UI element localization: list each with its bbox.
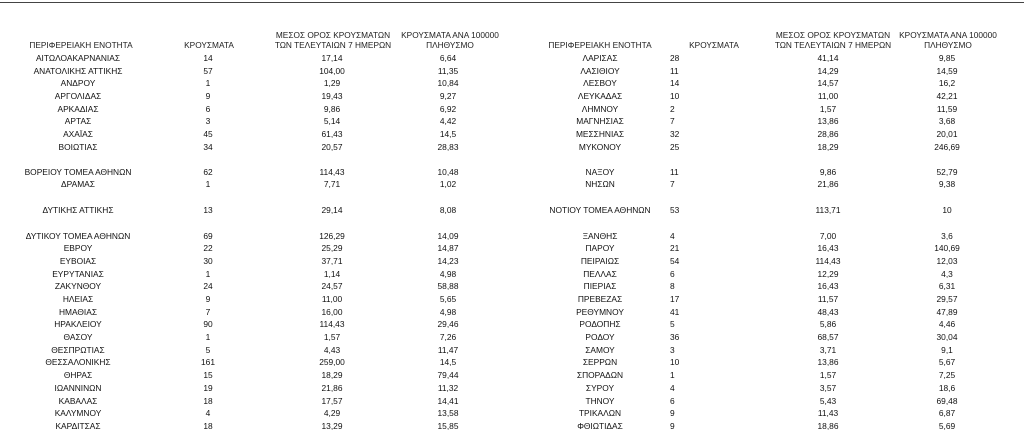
cell-cases: 13 bbox=[203, 204, 213, 215]
cell-cases: 34 bbox=[203, 141, 213, 152]
cell-avg7: 11,00 bbox=[817, 91, 839, 102]
table-row bbox=[0, 395, 512, 408]
cell-avg7: 9,86 bbox=[819, 166, 837, 177]
cell-cases: 6 bbox=[205, 103, 211, 114]
cell-per100k: 4,98 bbox=[439, 306, 457, 317]
cell-cases: 53 bbox=[670, 204, 680, 215]
table-row bbox=[512, 242, 1024, 255]
header-per100k bbox=[896, 30, 1000, 50]
header-avg7 bbox=[272, 30, 394, 50]
table-row bbox=[512, 103, 1024, 116]
cell-avg7: 9,86 bbox=[323, 103, 341, 114]
cell-region: ΠΙΕΡΙΑΣ bbox=[583, 281, 617, 292]
cell-region: ΗΜΑΘΙΑΣ bbox=[58, 306, 98, 317]
table-row bbox=[0, 204, 512, 217]
header-region: ΠΕΡΙΦΕΡΕΙΑΚΗ ΕΝΟΤΗΤΑ bbox=[29, 40, 133, 50]
cell-region: ΗΡΑΚΛΕΙΟΥ bbox=[54, 319, 102, 330]
cell-per100k: 4,98 bbox=[439, 268, 457, 279]
cell-avg7: 24,57 bbox=[321, 281, 343, 292]
cell-avg7: 25,29 bbox=[321, 243, 343, 254]
cell-cases: 15 bbox=[203, 370, 213, 381]
header-avg7-line2: ΤΩΝ ΤΕΛΕΥΤΑΙΩΝ 7 ΗΜΕΡΩΝ bbox=[274, 40, 392, 50]
cell-region: ΠΑΡΟΥ bbox=[585, 243, 615, 254]
cell-cases: 14 bbox=[203, 53, 213, 63]
cell-per100k: 6,87 bbox=[938, 408, 956, 419]
cell-per100k: 5,67 bbox=[938, 357, 956, 368]
cell-cases: 8 bbox=[670, 281, 675, 292]
cell-avg7: 18,29 bbox=[817, 141, 839, 152]
cell-avg7: 21,86 bbox=[321, 382, 343, 393]
cell-region: ΑΝΑΤΟΛΙΚΗΣ ΑΤΤΙΚΗΣ bbox=[33, 65, 123, 76]
cell-region: ΔΥΤΙΚΗΣ ΑΤΤΙΚΗΣ bbox=[42, 204, 114, 215]
cell-per100k: 140,69 bbox=[934, 243, 960, 254]
table-row bbox=[0, 178, 512, 191]
cell-avg7: 18,29 bbox=[321, 370, 343, 381]
cases-table-left bbox=[0, 22, 512, 433]
cell-avg7: 16,00 bbox=[321, 306, 343, 317]
cell-cases: 90 bbox=[203, 319, 213, 330]
table-row bbox=[0, 166, 512, 179]
cell-region: ΑΝΔΡΟΥ bbox=[60, 78, 96, 89]
header-per100k-line2: ΠΛΗΘΥΣΜΟ bbox=[924, 40, 972, 50]
table-row bbox=[512, 407, 1024, 420]
cell-per100k: 3,68 bbox=[938, 116, 956, 127]
cell-per100k: 29,46 bbox=[437, 319, 459, 330]
cell-per100k: 6,31 bbox=[938, 281, 956, 292]
cell-cases: 45 bbox=[203, 129, 213, 140]
cell-region: ΗΛΕΙΑΣ bbox=[62, 294, 94, 304]
cell-per100k: 14,5 bbox=[439, 129, 457, 140]
cell-avg7: 1,29 bbox=[323, 78, 341, 89]
cell-region: ΑΡΓΟΛΙΔΑΣ bbox=[54, 91, 102, 102]
cell-cases: 4 bbox=[670, 230, 675, 241]
cell-per100k: 14,41 bbox=[437, 395, 459, 406]
cell-per100k: 18,6 bbox=[938, 382, 956, 393]
cell-region: ΠΕΛΛΑΣ bbox=[583, 268, 617, 279]
table-row bbox=[0, 242, 512, 255]
cell-cases: 7 bbox=[205, 306, 211, 317]
table-row bbox=[512, 128, 1024, 141]
table-row bbox=[0, 268, 512, 281]
cell-per100k: 42,21 bbox=[936, 91, 958, 102]
cell-per100k: 4,46 bbox=[938, 319, 956, 330]
cell-cases: 54 bbox=[670, 255, 680, 266]
cell-cases: 28 bbox=[670, 53, 680, 63]
header-avg7-line1: ΜΕΣΟΣ ΟΡΟΣ ΚΡΟΥΣΜΑΤΩΝ bbox=[275, 30, 391, 40]
cell-region: ΠΕΙΡΑΙΩΣ bbox=[580, 255, 620, 266]
header-cases: ΚΡΟΥΣΜΑΤΑ bbox=[689, 40, 739, 50]
cell-cases: 14 bbox=[670, 78, 680, 89]
cell-avg7: 114,43 bbox=[319, 166, 345, 177]
table-row bbox=[512, 230, 1024, 243]
cell-avg7: 13,86 bbox=[817, 357, 839, 368]
cell-per100k: 11,32 bbox=[437, 382, 459, 393]
table-row bbox=[0, 356, 512, 369]
cell-cases: 19 bbox=[203, 382, 213, 393]
cell-avg7: 41,14 bbox=[817, 53, 839, 63]
header-avg7 bbox=[772, 30, 894, 50]
cell-region: ΕΒΡΟΥ bbox=[63, 243, 93, 254]
header-avg7-line2: ΤΩΝ ΤΕΛΕΥΤΑΙΩΝ 7 ΗΜΕΡΩΝ bbox=[774, 40, 892, 50]
cell-cases: 3 bbox=[670, 344, 675, 355]
cell-avg7: 13,86 bbox=[817, 116, 839, 127]
table-row bbox=[512, 90, 1024, 103]
cell-avg7: 37,71 bbox=[321, 255, 343, 266]
cell-avg7: 126,29 bbox=[319, 230, 345, 241]
table-row bbox=[0, 293, 512, 306]
row-spacer bbox=[0, 217, 512, 230]
cell-per100k: 9,27 bbox=[439, 91, 457, 102]
cell-region: ΝΟΤΙΟΥ ΤΟΜΕΑ ΑΘΗΝΩΝ bbox=[549, 204, 651, 215]
table-row bbox=[0, 369, 512, 382]
cell-region: ΚΑΡΔΙΤΣΑΣ bbox=[55, 420, 101, 431]
cell-cases: 1 bbox=[205, 332, 211, 343]
header-region: ΠΕΡΙΦΕΡΕΙΑΚΗ ΕΝΟΤΗΤΑ bbox=[548, 40, 652, 50]
cell-avg7: 68,57 bbox=[817, 332, 839, 343]
cell-avg7: 16,43 bbox=[817, 281, 839, 292]
cell-per100k: 8,08 bbox=[439, 204, 457, 215]
cell-per100k: 10,48 bbox=[437, 166, 459, 177]
cell-region: ΕΥΡΥΤΑΝΙΑΣ bbox=[52, 268, 104, 279]
cell-avg7: 11,43 bbox=[817, 408, 839, 419]
table-row bbox=[512, 141, 1024, 154]
cell-region: ΣΕΡΡΩΝ bbox=[582, 357, 618, 368]
cell-avg7: 5,14 bbox=[323, 116, 341, 127]
cell-avg7: 18,86 bbox=[817, 420, 839, 431]
cell-cases: 18 bbox=[203, 420, 213, 431]
table-row bbox=[512, 65, 1024, 78]
cell-avg7: 14,29 bbox=[817, 65, 839, 76]
table-row bbox=[0, 280, 512, 293]
table-row bbox=[0, 230, 512, 243]
cell-cases: 9 bbox=[205, 294, 211, 304]
cell-per100k: 28,83 bbox=[437, 141, 459, 152]
cell-avg7: 3,57 bbox=[819, 382, 837, 393]
header-avg7-line1: ΜΕΣΟΣ ΟΡΟΣ ΚΡΟΥΣΜΑΤΩΝ bbox=[775, 30, 891, 40]
cell-per100k: 9,38 bbox=[938, 179, 956, 190]
cell-region: ΛΕΣΒΟΥ bbox=[583, 78, 617, 89]
cell-cases: 7 bbox=[670, 179, 675, 190]
cell-per100k: 14,5 bbox=[439, 357, 457, 368]
cell-per100k: 69,48 bbox=[936, 395, 958, 406]
cell-region: ΜΑΓΝΗΣΙΑΣ bbox=[576, 116, 624, 127]
cell-avg7: 5,43 bbox=[819, 395, 837, 406]
row-spacer bbox=[0, 154, 512, 166]
table-row bbox=[512, 166, 1024, 179]
cell-per100k: 12,03 bbox=[936, 255, 958, 266]
cell-avg7: 11,00 bbox=[321, 294, 343, 304]
table-row bbox=[512, 77, 1024, 90]
cell-cases: 9 bbox=[670, 408, 675, 419]
cell-region: ΔΥΤΙΚΟΥ ΤΟΜΕΑ ΑΘΗΝΩΝ bbox=[25, 230, 131, 241]
cell-cases: 11 bbox=[670, 65, 679, 76]
table-row bbox=[512, 369, 1024, 382]
table-row bbox=[512, 356, 1024, 369]
cell-avg7: 20,57 bbox=[321, 141, 343, 152]
table-row bbox=[512, 268, 1024, 281]
cell-avg7: 1,57 bbox=[819, 103, 837, 114]
cell-per100k: 11,35 bbox=[437, 65, 459, 76]
cell-cases: 7 bbox=[670, 116, 675, 127]
cell-cases: 25 bbox=[670, 141, 680, 152]
cell-avg7: 259,00 bbox=[319, 357, 345, 368]
cell-cases: 32 bbox=[670, 129, 680, 140]
table-row bbox=[512, 204, 1024, 217]
cell-cases: 5 bbox=[670, 319, 675, 330]
table-row bbox=[0, 103, 512, 116]
row-spacer bbox=[512, 217, 1024, 230]
cell-per100k: 79,44 bbox=[437, 370, 459, 381]
cell-per100k: 6,64 bbox=[439, 53, 457, 63]
table-row bbox=[512, 178, 1024, 191]
cell-cases: 6 bbox=[670, 268, 675, 279]
table-row bbox=[0, 318, 512, 331]
cell-region: ΠΡΕΒΕΖΑΣ bbox=[577, 294, 623, 304]
table-row bbox=[0, 306, 512, 319]
cell-region: ΛΗΜΝΟΥ bbox=[581, 103, 619, 114]
cell-region: ΘΗΡΑΣ bbox=[63, 370, 93, 381]
table-row bbox=[0, 255, 512, 268]
cell-avg7: 11,57 bbox=[817, 294, 839, 304]
row-spacer bbox=[512, 154, 1024, 166]
cell-per100k: 58,88 bbox=[437, 281, 459, 292]
cell-cases: 4 bbox=[205, 408, 211, 419]
cell-per100k: 52,79 bbox=[936, 166, 958, 177]
cell-region: ΑΡΚΑΔΙΑΣ bbox=[57, 103, 99, 114]
table-header bbox=[512, 22, 1024, 52]
cell-per100k: 14,23 bbox=[437, 255, 459, 266]
row-spacer bbox=[512, 191, 1024, 204]
cell-cases: 1 bbox=[205, 78, 211, 89]
table-row bbox=[0, 382, 512, 395]
cell-region: ΜΕΣΣΗΝΙΑΣ bbox=[575, 129, 625, 140]
cell-region: ΘΕΣΠΡΩΤΙΑΣ bbox=[51, 344, 105, 355]
cell-region: ΒΟΡΕΙΟΥ ΤΟΜΕΑ ΑΘΗΝΩΝ bbox=[24, 166, 132, 177]
cell-per100k: 3,6 bbox=[941, 230, 953, 241]
cell-cases: 10 bbox=[670, 91, 680, 102]
table-row bbox=[512, 344, 1024, 357]
row-spacer bbox=[0, 191, 512, 204]
cell-cases: 24 bbox=[203, 281, 213, 292]
cell-region: ΛΕΥΚΑΔΑΣ bbox=[577, 91, 623, 102]
cell-region: ΚΑΒΑΛΑΣ bbox=[58, 395, 98, 406]
table-row bbox=[0, 90, 512, 103]
table-row bbox=[512, 255, 1024, 268]
cell-cases: 30 bbox=[203, 255, 213, 266]
table-row bbox=[0, 331, 512, 344]
cell-per100k: 10,84 bbox=[437, 78, 459, 89]
cell-cases: 18 bbox=[203, 395, 213, 406]
cell-avg7: 19,43 bbox=[321, 91, 343, 102]
cell-avg7: 7,00 bbox=[819, 230, 837, 241]
cell-avg7: 48,43 bbox=[817, 306, 839, 317]
cell-cases: 3 bbox=[205, 116, 211, 127]
cell-per100k: 4,3 bbox=[941, 268, 953, 279]
cell-cases: 22 bbox=[203, 243, 213, 254]
cell-avg7: 17,14 bbox=[321, 53, 343, 63]
cell-avg7: 4,29 bbox=[323, 408, 341, 419]
cell-per100k: 6,92 bbox=[439, 103, 457, 114]
cell-avg7: 113,71 bbox=[815, 204, 841, 215]
cell-cases: 5 bbox=[205, 344, 211, 355]
cell-per100k: 5,65 bbox=[439, 294, 457, 304]
cell-per100k: 20,01 bbox=[936, 129, 958, 140]
cell-per100k: 14,87 bbox=[437, 243, 459, 254]
table-row bbox=[512, 293, 1024, 306]
header-per100k bbox=[398, 30, 502, 50]
table-row bbox=[0, 407, 512, 420]
table-row bbox=[0, 115, 512, 128]
cell-avg7: 61,43 bbox=[321, 129, 343, 140]
cell-per100k: 7,25 bbox=[938, 370, 956, 381]
cell-avg7: 12,29 bbox=[817, 268, 839, 279]
cell-cases: 57 bbox=[203, 65, 213, 76]
cell-avg7: 28,86 bbox=[817, 129, 839, 140]
cell-per100k: 47,89 bbox=[936, 306, 958, 317]
cell-per100k: 11,47 bbox=[437, 344, 459, 355]
cell-cases: 17 bbox=[670, 294, 680, 304]
cell-per100k: 5,69 bbox=[938, 420, 956, 431]
top-rule bbox=[0, 2, 1024, 3]
cell-cases: 21 bbox=[670, 243, 680, 254]
cell-cases: 9 bbox=[670, 420, 675, 431]
cell-per100k: 15,85 bbox=[437, 420, 459, 431]
cell-region: ΔΡΑΜΑΣ bbox=[61, 179, 95, 190]
cell-avg7: 104,00 bbox=[319, 65, 345, 76]
cell-region: ΑΙΤΩΛΟΑΚΑΡΝΑΝΙΑΣ bbox=[35, 53, 121, 63]
cell-per100k: 11,59 bbox=[936, 103, 958, 114]
cell-per100k: 7,26 bbox=[439, 332, 457, 343]
cell-cases: 9 bbox=[205, 91, 211, 102]
cell-region: ΝΑΞΟΥ bbox=[585, 166, 615, 177]
cell-cases: 41 bbox=[670, 306, 680, 317]
cell-avg7: 21,86 bbox=[817, 179, 839, 190]
cell-avg7: 7,71 bbox=[323, 179, 341, 190]
cell-per100k: 29,57 bbox=[936, 294, 958, 304]
cell-region: ΑΧΑΪΑΣ bbox=[63, 129, 93, 140]
cell-per100k: 246,69 bbox=[934, 141, 960, 152]
cell-avg7: 114,43 bbox=[319, 319, 345, 330]
cell-cases: 1 bbox=[670, 370, 675, 381]
table-row bbox=[512, 52, 1024, 65]
cell-cases: 1 bbox=[205, 179, 211, 190]
cell-cases: 4 bbox=[670, 382, 675, 393]
cell-cases: 69 bbox=[203, 230, 213, 241]
cell-avg7: 13,29 bbox=[321, 420, 343, 431]
header-per100k-line2: ΠΛΗΘΥΣΜΟ bbox=[426, 40, 474, 50]
cell-per100k: 9,1 bbox=[941, 344, 953, 355]
cell-avg7: 17,57 bbox=[321, 395, 343, 406]
cell-region: ΖΑΚΥΝΘΟΥ bbox=[54, 281, 102, 292]
cell-per100k: 10 bbox=[942, 204, 952, 215]
cell-region: ΛΑΡΙΣΑΣ bbox=[582, 53, 618, 63]
cell-region: ΛΑΣΙΘΙΟΥ bbox=[580, 65, 620, 76]
cell-region: ΚΑΛΥΜΝΟΥ bbox=[54, 408, 102, 419]
cell-region: ΞΑΝΘΗΣ bbox=[582, 230, 618, 241]
cell-region: ΣΑΜΟΥ bbox=[585, 344, 615, 355]
cell-per100k: 30,04 bbox=[936, 332, 958, 343]
cell-cases: 1 bbox=[205, 268, 211, 279]
cell-region: ΣΥΡΟΥ bbox=[585, 382, 615, 393]
cell-region: ΒΟΙΩΤΙΑΣ bbox=[58, 141, 98, 152]
cell-region: ΕΥΒΟΙΑΣ bbox=[59, 255, 97, 266]
cell-region: ΤΗΝΟΥ bbox=[585, 395, 615, 406]
header-per100k-line1: ΚΡΟΥΣΜΑΤΑ ΑΝΑ 100000 bbox=[899, 30, 997, 40]
table-row bbox=[512, 306, 1024, 319]
cell-region: ΑΡΤΑΣ bbox=[64, 116, 92, 127]
cell-per100k: 1,02 bbox=[439, 179, 457, 190]
table-row bbox=[512, 318, 1024, 331]
table-row bbox=[512, 420, 1024, 433]
cell-avg7: 16,43 bbox=[817, 243, 839, 254]
table-row bbox=[512, 280, 1024, 293]
cell-avg7: 29,14 bbox=[321, 204, 343, 215]
cell-cases: 11 bbox=[670, 166, 679, 177]
cell-avg7: 3,71 bbox=[819, 344, 837, 355]
cell-avg7: 1,14 bbox=[323, 268, 341, 279]
cell-cases: 6 bbox=[670, 395, 675, 406]
cell-per100k: 4,42 bbox=[439, 116, 457, 127]
table-row bbox=[0, 77, 512, 90]
table-row bbox=[0, 141, 512, 154]
cell-region: ΦΘΙΩΤΙΔΑΣ bbox=[577, 420, 623, 431]
cell-avg7: 1,57 bbox=[323, 332, 341, 343]
cell-per100k: 9,85 bbox=[938, 53, 956, 63]
cell-avg7: 4,43 bbox=[323, 344, 341, 355]
cell-cases: 62 bbox=[203, 166, 213, 177]
cell-per100k: 14,09 bbox=[437, 230, 459, 241]
cell-per100k: 13,58 bbox=[437, 408, 459, 419]
table-row bbox=[0, 65, 512, 78]
cell-region: ΙΩΑΝΝΙΝΩΝ bbox=[54, 382, 102, 393]
cell-cases: 2 bbox=[670, 103, 675, 114]
cell-region: ΣΠΟΡΑΔΩΝ bbox=[576, 370, 624, 381]
cell-region: ΘΑΣΟΥ bbox=[63, 332, 93, 343]
table-row bbox=[512, 115, 1024, 128]
cell-avg7: 14,57 bbox=[817, 78, 839, 89]
cell-region: ΜΥΚΟΝΟΥ bbox=[578, 141, 622, 152]
table-row bbox=[512, 331, 1024, 344]
table-row bbox=[512, 395, 1024, 408]
cell-region: ΡΟΔΟΥ bbox=[585, 332, 615, 343]
header-cases: ΚΡΟΥΣΜΑΤΑ bbox=[184, 40, 234, 50]
cell-region: ΤΡΙΚΑΛΩΝ bbox=[578, 408, 622, 419]
cell-region: ΝΗΣΩΝ bbox=[585, 179, 615, 190]
cell-avg7: 1,57 bbox=[819, 370, 837, 381]
cases-table-right bbox=[512, 22, 1024, 433]
cell-per100k: 16,2 bbox=[938, 78, 956, 89]
table-row bbox=[512, 382, 1024, 395]
cell-region: ΡΕΘΥΜΝΟΥ bbox=[576, 306, 624, 317]
cell-cases: 36 bbox=[670, 332, 680, 343]
cell-region: ΘΕΣΣΑΛΟΝΙΚΗΣ bbox=[45, 357, 111, 368]
cell-cases: 161 bbox=[201, 357, 215, 368]
cell-region: ΡΟΔΟΠΗΣ bbox=[579, 319, 621, 330]
table-row bbox=[0, 420, 512, 433]
cell-per100k: 14,59 bbox=[936, 65, 958, 76]
cell-avg7: 114,43 bbox=[815, 255, 841, 266]
table-row bbox=[0, 128, 512, 141]
header-per100k-line1: ΚΡΟΥΣΜΑΤΑ ΑΝΑ 100000 bbox=[401, 30, 499, 40]
cell-cases: 10 bbox=[670, 357, 680, 368]
table-header bbox=[0, 22, 512, 52]
table-row bbox=[0, 52, 512, 65]
cell-avg7: 5,86 bbox=[819, 319, 837, 330]
table-row bbox=[0, 344, 512, 357]
